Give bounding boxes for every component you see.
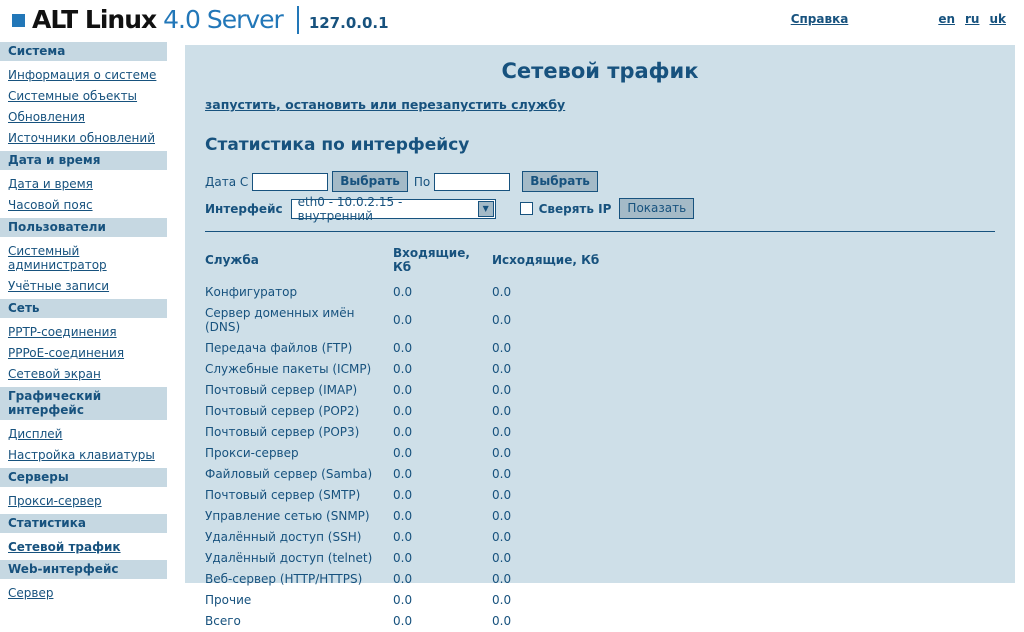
outgoing-value: 0.0 <box>492 551 512 565</box>
table-row <box>205 611 792 632</box>
brand-version: 4.0 Server <box>163 5 283 34</box>
sidebar-section-title: Сеть <box>0 299 167 318</box>
incoming-value: 0.0 <box>393 572 413 586</box>
service-name: Прокси-сервер <box>205 446 299 460</box>
incoming-value: 0.0 <box>393 593 413 607</box>
host-address: 127.0.0.1 <box>308 13 389 32</box>
sidebar-section-title: Графический интерфейс <box>0 387 167 420</box>
service-control-link[interactable]: запустить, остановить или перезапустить службу <box>205 97 566 112</box>
table-row <box>205 401 792 422</box>
table-row <box>205 485 792 506</box>
pick-date-from-button[interactable]: Выбрать <box>332 171 408 192</box>
date-to-input[interactable] <box>434 173 510 191</box>
brand-logo <box>12 5 389 34</box>
sidebar-item-update-sources[interactable]: Источники обновлений <box>8 131 155 145</box>
divider <box>205 231 995 232</box>
sidebar-section-title: Пользователи <box>0 218 167 237</box>
incoming-value: 0.0 <box>393 425 413 439</box>
sidebar-item-pptp-connections[interactable]: PPTP-соединения <box>8 325 117 339</box>
incoming-value: 0.0 <box>393 362 413 376</box>
sidebar-item-timezone[interactable]: Часовой пояс <box>8 198 93 212</box>
date-to-label: По <box>413 174 431 189</box>
service-name: Передача файлов (FTP) <box>205 341 353 355</box>
section-heading: Статистика по интерфейсу <box>205 135 470 155</box>
incoming-value: 0.0 <box>393 404 413 418</box>
sidebar-item-pppoe-connections[interactable]: PPPoE-соединения <box>8 346 125 360</box>
sidebar-item-display[interactable]: Дисплей <box>8 427 63 441</box>
incoming-value: 0.0 <box>393 467 413 481</box>
show-button[interactable]: Показать <box>619 198 694 219</box>
outgoing-value: 0.0 <box>492 383 512 397</box>
outgoing-value: 0.0 <box>492 404 512 418</box>
incoming-value: 0.0 <box>393 313 413 327</box>
outgoing-value: 0.0 <box>492 488 512 502</box>
table-header-row <box>205 242 792 282</box>
table-row <box>205 359 792 380</box>
incoming-value: 0.0 <box>393 551 413 565</box>
outgoing-value: 0.0 <box>492 572 512 586</box>
service-name: Почтовый сервер (POP3) <box>205 425 360 439</box>
filter-form <box>205 171 995 232</box>
incoming-value: 0.0 <box>393 341 413 355</box>
table-row <box>205 527 792 548</box>
sidebar-item-system-objects[interactable]: Системные объекты <box>8 89 138 103</box>
help-link[interactable]: Справка <box>790 12 849 26</box>
table-row <box>205 422 792 443</box>
sidebar-item-date-time[interactable]: Дата и время <box>8 177 93 191</box>
sidebar-section-title: Система <box>0 42 167 61</box>
interface-label: Интерфейс <box>205 201 283 216</box>
outgoing-value: 0.0 <box>492 467 512 481</box>
outgoing-value: 0.0 <box>492 530 512 544</box>
divider <box>297 6 299 34</box>
pick-date-to-button[interactable]: Выбрать <box>522 171 598 192</box>
service-name: Веб-сервер (HTTP/HTTPS) <box>205 572 363 586</box>
service-name: Удалённый доступ (SSH) <box>205 530 362 544</box>
service-name: Всего <box>205 614 241 628</box>
traffic-table-body <box>205 282 792 632</box>
sidebar-section-title: Web-интерфейс <box>0 560 167 579</box>
sidebar-item-network-traffic[interactable]: Сетевой трафик <box>8 540 121 554</box>
service-name: Конфигуратор <box>205 285 298 299</box>
brand-square-icon <box>12 14 25 27</box>
table-row <box>205 282 792 303</box>
sidebar-item-web-server[interactable]: Сервер <box>8 586 54 600</box>
incoming-value: 0.0 <box>393 383 413 397</box>
col-header-incoming: Входящие, Кб <box>393 246 470 274</box>
top-header <box>0 0 1024 40</box>
table-row <box>205 380 792 401</box>
service-name: Сервер доменных имён (DNS) <box>205 306 355 334</box>
table-row <box>205 443 792 464</box>
incoming-value: 0.0 <box>393 509 413 523</box>
interface-select[interactable] <box>291 194 496 223</box>
outgoing-value: 0.0 <box>492 593 512 607</box>
service-name: Файловый сервер (Samba) <box>205 467 373 481</box>
sidebar-item-sysadmin[interactable]: Системный администратор <box>8 244 107 272</box>
brand-name: ALT Linux <box>32 5 157 34</box>
table-row <box>205 464 792 485</box>
sidebar-item-firewall[interactable]: Сетевой экран <box>8 367 101 381</box>
outgoing-value: 0.0 <box>492 509 512 523</box>
sidebar-section-title: Дата и время <box>0 151 167 170</box>
date-from-input[interactable] <box>252 173 328 191</box>
date-from-label: Дата С <box>205 174 249 189</box>
interface-select-value: eth0 - 10.0.2.15 - внутренний <box>297 194 403 223</box>
col-header-service: Служба <box>205 253 259 267</box>
lang-link-ru[interactable]: ru <box>965 12 980 26</box>
table-row <box>205 548 792 569</box>
incoming-value: 0.0 <box>393 614 413 628</box>
sidebar-section-title: Статистика <box>0 514 167 533</box>
main-content <box>185 45 1015 628</box>
lang-link-uk[interactable]: uk <box>989 12 1006 26</box>
sidebar-item-keyboard[interactable]: Настройка клавиатуры <box>8 448 155 462</box>
col-header-outgoing: Исходящие, Кб <box>492 253 600 267</box>
incoming-value: 0.0 <box>393 285 413 299</box>
sidebar-item-updates[interactable]: Обновления <box>8 110 86 124</box>
lang-link-en[interactable]: en <box>938 12 955 26</box>
incoming-value: 0.0 <box>393 530 413 544</box>
language-switcher <box>938 12 1006 26</box>
outgoing-value: 0.0 <box>492 313 512 327</box>
outgoing-value: 0.0 <box>492 425 512 439</box>
page-title: Сетевой трафик <box>501 59 699 83</box>
sidebar <box>0 40 167 604</box>
check-ip-checkbox[interactable] <box>520 202 533 215</box>
sidebar-item-proxy-server[interactable]: Прокси-сервер <box>8 494 102 508</box>
traffic-table <box>205 242 792 632</box>
outgoing-value: 0.0 <box>492 285 512 299</box>
service-name: Управление сетью (SNMP) <box>205 509 370 523</box>
service-name: Служебные пакеты (ICMP) <box>205 362 372 376</box>
service-name: Почтовый сервер (POP2) <box>205 404 360 418</box>
sidebar-section-title: Серверы <box>0 468 167 487</box>
sidebar-item-system-info[interactable]: Информация о системе <box>8 68 157 82</box>
sidebar-item-accounts[interactable]: Учётные записи <box>8 279 110 293</box>
outgoing-value: 0.0 <box>492 614 512 628</box>
outgoing-value: 0.0 <box>492 362 512 376</box>
chevron-down-icon[interactable]: ▼ <box>478 201 494 217</box>
incoming-value: 0.0 <box>393 488 413 502</box>
table-row <box>205 506 792 527</box>
outgoing-value: 0.0 <box>492 341 512 355</box>
check-ip-label: Сверять IP <box>538 201 612 216</box>
outgoing-value: 0.0 <box>492 446 512 460</box>
table-row <box>205 303 792 338</box>
service-name: Прочие <box>205 593 252 607</box>
table-row <box>205 569 792 590</box>
incoming-value: 0.0 <box>393 446 413 460</box>
service-name: Удалённый доступ (telnet) <box>205 551 373 565</box>
table-row <box>205 338 792 359</box>
service-name: Почтовый сервер (IMAP) <box>205 383 358 397</box>
service-name: Почтовый сервер (SMTP) <box>205 488 361 502</box>
table-row <box>205 590 792 611</box>
